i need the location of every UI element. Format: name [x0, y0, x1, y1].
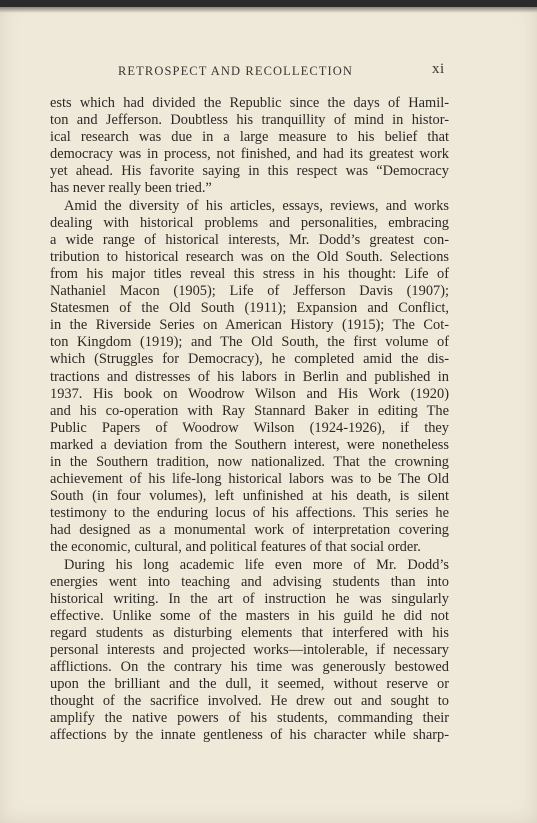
text-line: testimony to the enduring locus of his affections. This series he	[50, 505, 449, 522]
text-line: personal interests and projected works—intolerable, if necessary	[50, 642, 449, 658]
text-line: ton and Jefferson. Doubtless his tranquillity of mind in histor-	[50, 112, 449, 129]
text-line: from his major titles reveal this stress in his thought: Life of	[50, 265, 449, 282]
text-line: regard students as disturbing elements that interfered with his	[50, 624, 449, 641]
text-line: afflictions. On the contrary his time was generously bestowed	[50, 659, 449, 676]
text-line: thought of the sacrifice involved. He drew out and sought to	[50, 693, 449, 710]
text-line: Amid the diversity of his articles, essays, reviews, and works	[64, 197, 449, 214]
text-line: in the Southern tradition, now nationalized. That the crowning	[50, 453, 449, 470]
body-text	[50, 95, 449, 745]
text-line: affections by the innate gentleness of his character while sharp-	[50, 727, 449, 744]
text-line: which (Struggles for Democracy), he completed amid the dis-	[50, 351, 449, 368]
text-line: yet ahead. His favorite saying in this respect was “Democracy	[50, 163, 449, 180]
text-line: amplify the native powers of his students, commanding their	[50, 710, 449, 727]
text-line: has never really been tried.”	[50, 180, 212, 197]
text-line: marked a deviation from the Southern interest, were nonetheless	[50, 436, 449, 453]
page-number: xi	[432, 61, 445, 77]
text-line: Nathaniel Macon (1905); Life of Jefferson Davis (1907);	[50, 283, 449, 300]
text-line: and his co-operation with Ray Stannard Baker in editing The	[50, 402, 449, 419]
text-line: tribution to historical research was on the Old South. Selections	[50, 248, 449, 265]
text-line: a wide range of historical interests, Mr. Dodd’s greatest con-	[50, 231, 449, 248]
text-line: ton Kingdom (1919); and The Old South, the first volume of	[50, 334, 449, 351]
page-edge-shadow	[0, 7, 537, 13]
page-top-edge	[0, 0, 537, 7]
text-line: ests which had divided the Republic since the days of Hamil-	[50, 95, 449, 111]
text-line: South (in four volumes), left unfinished at his death, is silent	[50, 488, 449, 505]
text-line: upon the brilliant and the dull, it seemed, without reserve or	[50, 676, 449, 693]
text-line: achievement of his life-long historical labors was to be The Old	[50, 471, 449, 488]
text-line: Statesmen of the Old South (1911); Expansion and Conflict,	[50, 300, 449, 317]
text-line: effective. Unlike some of the masters in his guild he did not	[50, 607, 449, 624]
text-line: had designed as a monumental work of interpretation covering	[50, 522, 449, 539]
text-line: During his long academic life even more of Mr. Dodd’s	[64, 556, 449, 573]
text-line: 1937. His book on Woodrow Wilson and His Work (1920)	[50, 385, 449, 402]
text-line: ical research was due in a large measure to his belief that	[50, 129, 449, 146]
text-line: dealing with historical problems and personalities, embracing	[50, 214, 449, 231]
text-line: tractions and distresses of his labors in Berlin and published in	[50, 368, 449, 385]
text-line: in the Riverside Series on American History (1915); The Cot-	[50, 317, 449, 334]
text-line: democracy was in process, not finished, and had its greatest work	[50, 146, 449, 163]
text-line: Public Papers of Woodrow Wilson (1924-1926), if they	[50, 419, 449, 436]
text-line: energies went into teaching and advising students than into	[50, 573, 449, 590]
text-line: historical writing. In the art of instruction he was singularly	[50, 590, 449, 607]
running-head: RETROSPECT AND RECOLLECTION	[118, 64, 354, 78]
text-line: the economic, cultural, and political features of that social order.	[50, 539, 421, 556]
